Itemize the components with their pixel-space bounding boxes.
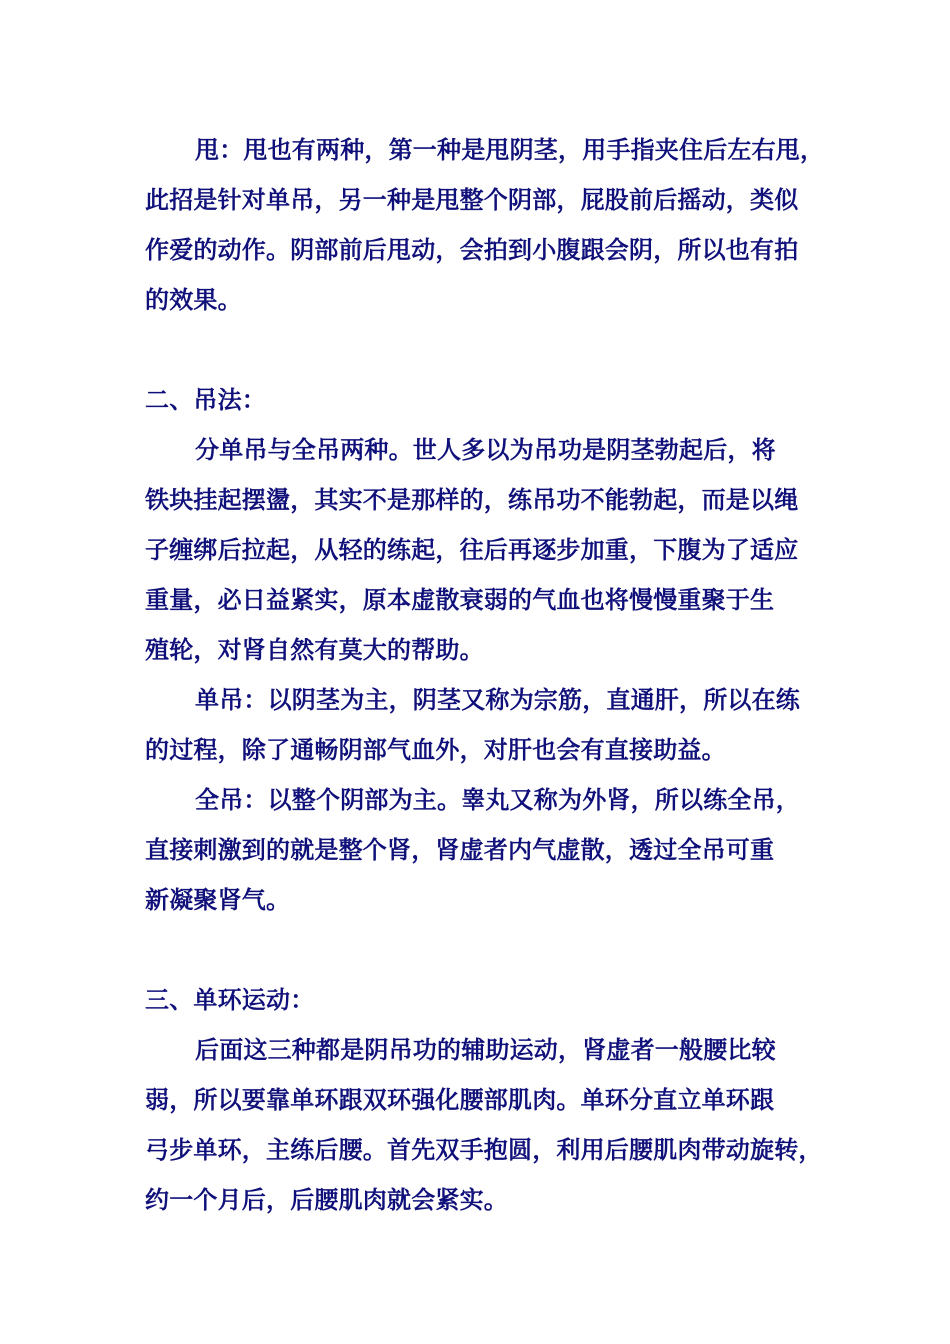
paragraph-line: 约一个月后，后腰肌肉就会紧实。 <box>145 1186 508 1214</box>
paragraph-line: 殖轮，对肾自然有莫大的帮助。 <box>145 636 484 664</box>
paragraph-line: 铁块挂起摆盪，其实不是那样的，练吊功不能勃起，而是以绳 <box>145 486 799 514</box>
section-heading: 三、单环运动： <box>145 986 315 1014</box>
paragraph-line: 单吊：以阴茎为主，阴茎又称为宗筋，直通肝，所以在练 <box>195 686 800 714</box>
section-heading: 二、吊法： <box>145 386 266 414</box>
paragraph-line: 弓步单环，主练后腰。首先双手抱圆，利用后腰肌肉带动旋转， <box>145 1136 823 1164</box>
paragraph-line: 甩：甩也有两种，第一种是甩阴茎，用手指夹住后左右甩， <box>195 136 825 164</box>
paragraph-line: 分单吊与全吊两种。世人多以为吊功是阴茎勃起后，将 <box>195 436 776 464</box>
paragraph-line: 的效果。 <box>145 286 242 314</box>
paragraph-line: 子缠绑后拉起，从轻的练起，往后再逐步加重，下腹为了适应 <box>145 536 799 564</box>
paragraph-line: 重量，必日益紧实，原本虚散衰弱的气血也将慢慢重聚于生 <box>145 586 775 614</box>
paragraph-line: 新凝聚肾气。 <box>145 886 291 914</box>
paragraph-line: 后面这三种都是阴吊功的辅助运动，肾虚者一般腰比较 <box>195 1036 776 1064</box>
paragraph-line: 此招是针对单吊，另一种是甩整个阴部，屁股前后摇动，类似 <box>145 186 799 214</box>
paragraph-line: 的过程，除了通畅阴部气血外，对肝也会有直接助益。 <box>145 736 726 764</box>
paragraph-line: 作爱的动作。阴部前后甩动，会拍到小腹跟会阴，所以也有拍 <box>145 236 799 264</box>
paragraph-line: 弱，所以要靠单环跟双环强化腰部肌肉。单环分直立单环跟 <box>145 1086 775 1114</box>
paragraph-line: 直接刺激到的就是整个肾，肾虚者内气虚散，透过全吊可重 <box>145 836 775 864</box>
paragraph-line: 全吊：以整个阴部为主。睾丸又称为外肾，所以练全吊， <box>195 786 800 814</box>
